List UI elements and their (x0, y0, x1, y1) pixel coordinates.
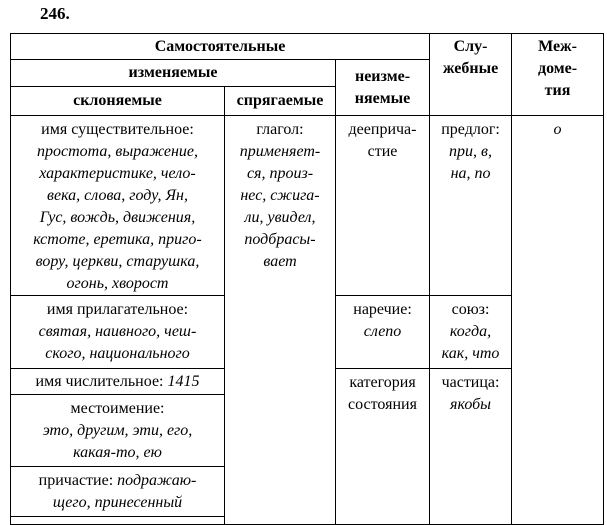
interjection-words: о (553, 121, 562, 138)
noun-label: имя существительное: (41, 121, 194, 138)
conjunction-label: союз: (451, 301, 490, 318)
pronoun-label: местоимение: (70, 400, 165, 417)
numeral-words: 1415 (167, 372, 200, 390)
gerund-cell: дееприча- стие (336, 116, 430, 296)
noun-words: простота, выражение, характеристике, чело- века, слова, году, Ян, Гус, вождь, движения, кстоте, еретика, приго- вору, церкви, старушка, огонь, хворост (33, 143, 202, 292)
header-independent: Самостоятельные (11, 34, 430, 60)
exercise-number: 246. (40, 4, 70, 23)
verb-cell (225, 116, 336, 525)
participle-words: подражаю- (117, 472, 197, 489)
header-conjugable: спрягаемые (225, 87, 336, 116)
header-changeable: изменяемые (11, 60, 336, 87)
particle-cell (430, 369, 512, 525)
preposition-words: при, в, на, по (449, 143, 492, 182)
header-interjections: Меж- доме- тия (512, 34, 604, 116)
participle-label: причастие: (38, 472, 114, 489)
adjective-label: имя прилагательное: (46, 301, 189, 318)
adverb-label: наречие: (353, 301, 412, 318)
pronoun-cell (11, 395, 225, 467)
numeral-label: имя числительное: (35, 372, 164, 390)
numeral-cell (11, 369, 225, 395)
particle-label: частица: (441, 374, 500, 391)
verb-label: глагол: (256, 121, 304, 138)
participle-words-continued: щего, принесенный (52, 494, 183, 511)
adverb-cell (336, 296, 430, 369)
header-declinable: склоняемые (11, 87, 225, 116)
participle-cell (11, 467, 225, 517)
verb-words: применяет- ся, произ- нес, сжига- ли, увидел, подбрасы- вает (239, 143, 321, 270)
header-unchangeable: неизме- няемые (336, 60, 430, 116)
parts-of-speech-table (10, 33, 604, 525)
noun-cell (11, 116, 225, 296)
header-service: Слу- жебные (430, 34, 512, 116)
adjective-cell (11, 296, 225, 369)
particle-words: якобы (450, 396, 492, 413)
adverb-words: слепо (363, 323, 402, 340)
conjunction-cell (430, 296, 512, 369)
state-category-cell: категория состояния (336, 369, 430, 525)
conjunction-words: когда, как, что (441, 323, 500, 362)
interjection-cell (512, 116, 604, 525)
preposition-cell (430, 116, 512, 296)
preposition-label: предлог: (441, 121, 500, 138)
pronoun-words: это, другим, эти, его, какая-то, ею (42, 422, 193, 461)
adjective-words: святая, наивного, чеш- ского, национального (38, 323, 197, 362)
